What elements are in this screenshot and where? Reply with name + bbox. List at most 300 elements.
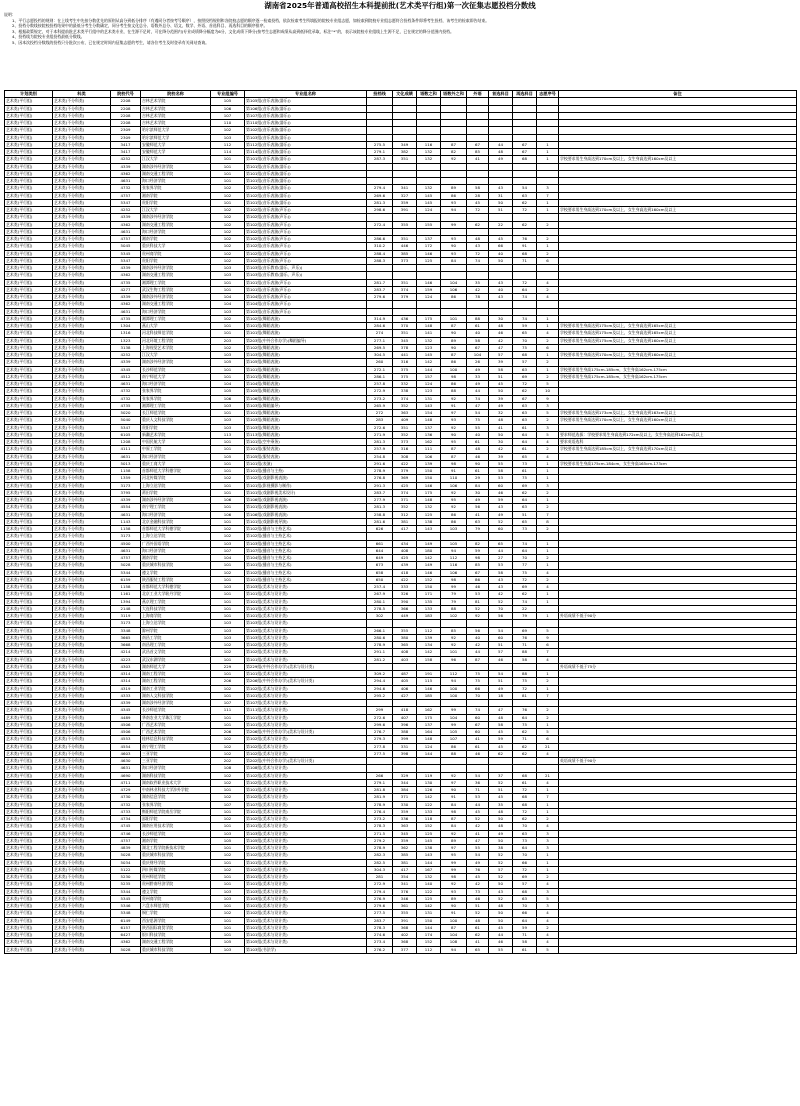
table-cell: 4735 (111, 402, 141, 409)
table-cell: 272.6 (367, 714, 393, 721)
table-cell: 2 (537, 446, 559, 453)
table-cell (513, 758, 537, 765)
table-row (5, 613, 797, 620)
table-cell: 46 (467, 584, 489, 591)
table-cell: 艺术类(不分科类) (53, 170, 111, 177)
table-cell: 张家界学院 (141, 395, 211, 402)
table-cell: 4735 (111, 279, 141, 286)
table-cell: 50 (489, 257, 513, 264)
table-cell: 351 (393, 424, 417, 431)
table-cell: 5235 (111, 881, 141, 888)
table-cell: 4631 (111, 453, 141, 460)
table-cell: 288.3 (367, 257, 393, 264)
table-cell (559, 555, 797, 562)
table-cell: 436 (393, 315, 417, 322)
table-cell: 湖南交通工程学院 (141, 170, 211, 177)
table-cell: 92 (467, 613, 489, 620)
table-cell: 46 (467, 750, 489, 757)
table-cell: 101 (441, 649, 467, 656)
table-cell: 50 (489, 917, 513, 924)
table-cell: 4631 (111, 511, 141, 518)
table-cell: 4333 (111, 692, 141, 699)
table-cell: 河北环境工程学院 (141, 337, 211, 344)
table-cell (559, 946, 797, 953)
table-cell: 352 (393, 402, 417, 409)
table-cell: 4732 (111, 185, 141, 192)
table-cell (393, 533, 417, 540)
table-cell: 艺术类(不分科类) (53, 526, 111, 533)
table-cell (559, 801, 797, 808)
table-cell: 艺术类(平行组) (5, 395, 53, 402)
table-cell: 89 (441, 337, 467, 344)
table-cell: 2 (537, 337, 559, 344)
table-cell: 47 (489, 707, 513, 714)
table-cell: 5013 (111, 460, 141, 467)
table-cell: 5347 (111, 424, 141, 431)
table-cell: 101 (211, 859, 245, 866)
table-cell (559, 315, 797, 322)
table-cell: 88 (467, 315, 489, 322)
table-cell: 吉林艺术学院 (141, 120, 211, 127)
table-cell (489, 163, 513, 170)
table-cell: 长江师范学院 (141, 410, 211, 417)
table-cell: 学校要求男生身高达到173cm及以上，女生身高达到163cm及以上 (559, 410, 797, 417)
table-cell: 89 (441, 185, 467, 192)
table-cell: 277.8 (367, 743, 393, 750)
table-cell: 102 (211, 816, 245, 823)
table-cell: 44 (489, 932, 513, 939)
table-cell: 100 (441, 917, 467, 924)
table-cell: 44 (467, 801, 489, 808)
table-cell: 110 (211, 120, 245, 127)
table-cell (367, 758, 393, 765)
table-cell (513, 272, 537, 279)
table-cell: 第103组(音乐教育(器乐、声乐)) (245, 265, 367, 272)
table-cell: 艺术类(不分科类) (53, 105, 111, 112)
table-cell: 271.5 (367, 830, 393, 837)
table-cell (393, 127, 417, 134)
table-cell: 艺术类(平行组) (5, 830, 53, 837)
table-cell: 103 (211, 540, 245, 547)
table-cell: 海口经济学院 (141, 765, 211, 772)
table-cell: 艺术类(平行组) (5, 714, 53, 721)
table-row (5, 446, 797, 453)
table-cell: 85 (467, 562, 489, 569)
table-cell: 1 (537, 468, 559, 475)
table-cell: 哈尔滨师范大学 (141, 134, 211, 141)
table-cell: 148 (417, 497, 441, 504)
table-row (5, 272, 797, 279)
table-cell: 183 (417, 613, 441, 620)
table-cell (537, 758, 559, 765)
table-cell: 149 (417, 562, 441, 569)
table-cell: 4339 (111, 214, 141, 221)
table-cell: 114 (211, 149, 245, 156)
table-cell: 62 (513, 199, 537, 206)
table-cell: 102 (211, 257, 245, 264)
table-cell (417, 120, 441, 127)
table-cell: 144 (417, 750, 441, 757)
table-cell: 46 (467, 895, 489, 902)
table-cell: 281.3 (367, 504, 393, 511)
table-cell: 湖南交通工程学院 (141, 301, 211, 308)
table-cell: 3417 (111, 141, 141, 148)
table-cell: 2 (537, 707, 559, 714)
table-cell: 艺术类(不分科类) (53, 932, 111, 939)
table-cell: 51 (489, 642, 513, 649)
table-cell (489, 98, 513, 105)
table-cell: 330 (393, 801, 417, 808)
table-cell (393, 214, 417, 221)
table-cell: 54 (467, 410, 489, 417)
table-cell: 274.6 (367, 932, 393, 939)
table-cell (513, 170, 537, 177)
table-cell: 第101组(播音与主持) (245, 468, 367, 475)
table-cell: 湖南工程学院 (141, 671, 211, 678)
table-cell: 40 (467, 330, 489, 337)
table-cell: 48 (489, 323, 513, 330)
table-cell: 4 (537, 584, 559, 591)
table-cell: 艺术类(平行组) (5, 584, 53, 591)
table-row (5, 265, 797, 272)
table-cell: 艺术类(平行组) (5, 134, 53, 141)
table-cell: 2208 (111, 98, 141, 105)
table-cell: 283.7 (367, 917, 393, 924)
table-cell: 4757 (111, 236, 141, 243)
table-cell: 贵州黔南经济学院 (141, 881, 211, 888)
table-cell: 10 (537, 388, 559, 395)
table-cell: 276.4 (367, 808, 393, 815)
table-cell: 江汉大学 (141, 207, 211, 214)
table-cell: 第206组(中外合作办学)(美术与设计类) (245, 678, 367, 685)
table-cell: 92 (441, 504, 467, 511)
table-cell: 50 (489, 431, 513, 438)
table-cell (513, 98, 537, 105)
table-cell: 63 (513, 830, 537, 837)
table-cell: 102 (211, 236, 245, 243)
table-cell: 273.2 (367, 816, 393, 823)
table-cell: 146 (417, 250, 441, 257)
table-cell (513, 765, 537, 772)
table-cell: 艺术类(不分科类) (53, 279, 111, 286)
table-cell: 64 (513, 286, 537, 293)
table-cell (559, 772, 797, 779)
table-cell: 4252 (111, 352, 141, 359)
table-cell: 53 (489, 562, 513, 569)
table-cell: 艺术类(平行组) (5, 605, 53, 612)
table-cell (559, 932, 797, 939)
table-cell: 第104组(播音与主持艺术) (245, 555, 367, 562)
table-cell: 海口经济学院 (141, 178, 211, 185)
table-cell: 艺术类(不分科类) (53, 758, 111, 765)
table-cell: 艺术类(不分科类) (53, 468, 111, 475)
table-cell: 艺术类(不分科类) (53, 692, 111, 699)
table-cell: 202 (211, 758, 245, 765)
table-body (5, 98, 797, 954)
table-cell: 90 (441, 787, 467, 794)
table-cell: 132 (417, 185, 441, 192)
table-cell (489, 620, 513, 627)
table-cell: 艺术类(平行组) (5, 823, 53, 830)
table-cell: 1 (537, 801, 559, 808)
table-row (5, 823, 797, 830)
table-cell: 86 (467, 576, 489, 583)
table-cell: 遵义学院 (141, 888, 211, 895)
table-cell: 30 (467, 489, 489, 496)
table-cell (417, 700, 441, 707)
table-cell (537, 178, 559, 185)
table-cell: 7 (537, 692, 559, 699)
table-cell: 第101组(美术与设计类) (245, 917, 367, 924)
table-cell: 101 (211, 163, 245, 170)
table-cell: 45 (489, 794, 513, 801)
table-cell (367, 134, 393, 141)
table-cell: 115 (417, 678, 441, 685)
table-cell: 4729 (111, 787, 141, 794)
table-cell: 54 (489, 671, 513, 678)
table-row (5, 497, 797, 504)
table-cell: 101 (211, 366, 245, 373)
table-cell: 103 (441, 526, 467, 533)
table-cell (559, 924, 797, 931)
table-cell: 艺术类(不分科类) (53, 750, 111, 757)
table-cell: 4 (537, 779, 559, 786)
table-cell: 2 (537, 555, 559, 562)
table-cell: 5230 (111, 874, 141, 881)
table-cell: 359 (393, 199, 417, 206)
table-cell: 第103组(美术与设计类) (245, 634, 367, 641)
table-cell: 4 (537, 656, 559, 663)
table-cell (489, 758, 513, 765)
table-cell: 1 (537, 808, 559, 815)
table-cell: 第102组(音乐表演(声乐)) (245, 257, 367, 264)
table-cell: 4314 (111, 678, 141, 685)
table-cell: 257.4 (367, 584, 393, 591)
table-cell: 299 (367, 707, 393, 714)
table-cell: 124 (417, 381, 441, 388)
table-cell (559, 671, 797, 678)
table-row (5, 98, 797, 105)
table-row (5, 707, 797, 714)
table-cell: 103 (211, 308, 245, 315)
table-cell: 139 (417, 460, 441, 467)
table-cell: 4339 (111, 294, 141, 301)
table-cell: 艺术类(不分科类) (53, 663, 111, 670)
table-row (5, 344, 797, 351)
table-cell (513, 134, 537, 141)
table-cell: 132 (417, 874, 441, 881)
table-cell: 第103组(音乐表演(声乐)) (245, 308, 367, 315)
table-cell: 281.6 (367, 518, 393, 525)
table-cell: 湖南交通工程学院 (141, 221, 211, 228)
table-cell: 六盘水师范学院 (141, 903, 211, 910)
table-cell: 57 (489, 866, 513, 873)
table-cell: 41 (489, 424, 513, 431)
table-cell: 60 (489, 634, 513, 641)
table-cell: 146 (417, 482, 441, 489)
table-cell: 417 (393, 526, 417, 533)
table-cell: 103 (211, 620, 245, 627)
table-cell: 第101组(美术与设计类) (245, 823, 367, 830)
table-cell: 第101组(音乐表演(器乐)) (245, 170, 367, 177)
table-cell: 艺术类(不分科类) (53, 605, 111, 612)
table-cell: 4339 (111, 359, 141, 366)
table-cell: 4111 (111, 446, 141, 453)
table-cell: 第105组(舞蹈表演) (245, 359, 367, 366)
table-cell: 艺术类(平行组) (5, 112, 53, 119)
table-cell: 艺术类(平行组) (5, 736, 53, 743)
table-cell: 41 (467, 736, 489, 743)
table-cell: 94 (441, 547, 467, 554)
table-row (5, 112, 797, 119)
table-cell: 4631 (111, 381, 141, 388)
table-cell: 艺术类(不分科类) (53, 939, 111, 946)
table-row (5, 424, 797, 431)
table-cell: 355 (393, 221, 417, 228)
table-cell: 艺术类(不分科类) (53, 286, 111, 293)
table-cell (367, 620, 393, 627)
table-cell: 学校要求男生身高达到175cm及以上，女生身高达到165cm及以上 (559, 323, 797, 330)
notes-section (4, 12, 796, 46)
table-row (5, 352, 797, 359)
table-cell: 3 (537, 402, 559, 409)
table-cell (559, 634, 797, 641)
table-cell: 艺术类(不分科类) (53, 888, 111, 895)
table-row (5, 584, 797, 591)
table-cell: 67 (513, 395, 537, 402)
table-cell: 86 (441, 518, 467, 525)
table-cell: 359 (393, 808, 417, 815)
table-cell: 329 (393, 772, 417, 779)
table-cell (513, 265, 537, 272)
table-cell: 69 (513, 627, 537, 634)
table-cell (467, 120, 489, 127)
table-cell: 1 (537, 475, 559, 482)
table-cell (393, 163, 417, 170)
table-cell: 309.2 (367, 671, 393, 678)
table-cell: 446 (393, 243, 417, 250)
table-cell (417, 620, 441, 627)
table-cell: 64 (513, 845, 537, 852)
table-cell: 75 (467, 671, 489, 678)
table-cell: 91 (441, 468, 467, 475)
table-cell: 94 (441, 678, 467, 685)
table-cell: 第103组(美术与设计类) (245, 620, 367, 627)
table-cell: 48 (489, 903, 513, 910)
table-cell: 64 (513, 497, 537, 504)
table-cell: 277.9 (367, 497, 393, 504)
table-cell: 5346 (111, 903, 141, 910)
score-table (4, 90, 797, 954)
table-cell: 355 (393, 627, 417, 634)
table-cell: 4631 (111, 547, 141, 554)
table-cell: 湖南交通工程学院 (141, 272, 211, 279)
table-row (5, 787, 797, 794)
table-row (5, 417, 797, 424)
table-cell: 艺术类(平行组) (5, 221, 53, 228)
table-cell (559, 874, 797, 881)
table-cell: 艺术类(平行组) (5, 678, 53, 685)
table-cell: 403 (393, 656, 417, 663)
table-cell: 第104组(音乐表演(声乐)) (245, 294, 367, 301)
table-cell: 湖南涉外经济学院 (141, 294, 211, 301)
table-row (5, 642, 797, 649)
table-cell: 第102组(美术与设计类) (245, 685, 367, 692)
table-cell (393, 758, 417, 765)
table-row (5, 656, 797, 663)
table-cell: 4733 (111, 808, 141, 815)
table-cell (467, 127, 489, 134)
table-cell: 艺术类(不分科类) (53, 801, 111, 808)
table-row (5, 431, 797, 438)
table-cell: 艺术类(平行组) (5, 526, 53, 533)
table-cell: 102 (211, 250, 245, 257)
table-row (5, 671, 797, 678)
table-cell (559, 547, 797, 554)
table-cell (393, 120, 417, 127)
table-cell: 87 (441, 446, 467, 453)
table-cell: 101 (211, 504, 245, 511)
table-cell (559, 504, 797, 511)
table-cell: 409 (393, 417, 417, 424)
table-cell: 第106组(戏剧影视表演) (245, 511, 367, 518)
table-cell: 78 (467, 294, 489, 301)
table-cell: 87 (441, 323, 467, 330)
table-cell: 51 (489, 373, 513, 380)
table-cell: 148 (417, 736, 441, 743)
note-item: 4、投档线为院校专业组投档最低分数线。 (12, 34, 85, 40)
table-cell: 93 (441, 417, 467, 424)
table-row (5, 185, 797, 192)
table-cell: 4745 (111, 823, 141, 830)
table-cell: 162 (417, 439, 441, 446)
table-cell: 137 (417, 236, 441, 243)
table-cell: 326 (393, 591, 417, 598)
table-cell: 48 (489, 149, 513, 156)
table-cell: 167 (417, 866, 441, 873)
table-cell: 第103组(美术与设计类) (245, 830, 367, 837)
table-cell: 第102组(舞蹈表演) (245, 315, 367, 322)
table-cell: 三亚学院 (141, 750, 211, 757)
table-cell: 365 (393, 642, 417, 649)
table-cell: 113 (211, 431, 245, 438)
table-cell: 2 (537, 526, 559, 533)
table-cell: 3 (537, 830, 559, 837)
table-cell: 5 (537, 381, 559, 388)
table-cell: 99 (441, 221, 467, 228)
table-cell (559, 163, 797, 170)
table-cell (367, 308, 393, 315)
table-cell: 艺术类(平行组) (5, 460, 53, 467)
table-cell: 莆田学院 (141, 489, 211, 496)
table-cell: 41 (467, 156, 489, 163)
table-cell: 90 (441, 431, 467, 438)
table-cell: 长沙师范学院 (141, 830, 211, 837)
table-cell: 101 (211, 518, 245, 525)
table-cell: 艺术类(平行组) (5, 381, 53, 388)
table-cell: 吉林艺术学院 (141, 112, 211, 119)
table-cell: 98 (467, 555, 489, 562)
table-cell: 95 (441, 497, 467, 504)
table-cell: 86 (441, 192, 467, 199)
table-row (5, 874, 797, 881)
table-cell: 6 (537, 642, 559, 649)
table-cell: 1158 (111, 526, 141, 533)
table-cell: 302 (367, 613, 393, 620)
table-cell (467, 620, 489, 627)
table-cell: 123 (417, 344, 441, 351)
table-cell: 3173 (111, 533, 141, 540)
